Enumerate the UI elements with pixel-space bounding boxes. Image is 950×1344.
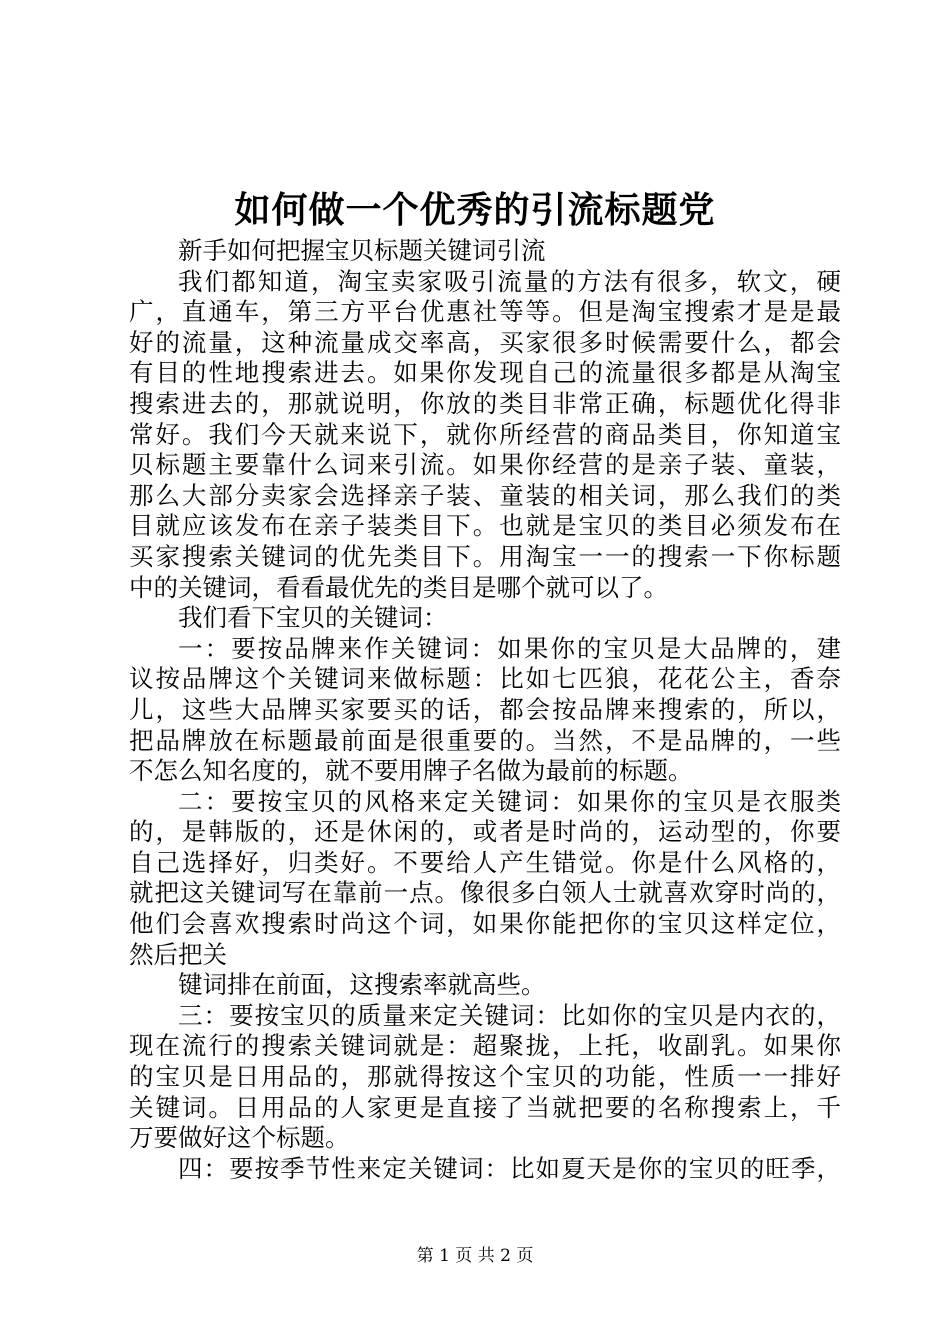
body-line: 三：要按宝贝的质量来定关键词：比如你的宝贝是内衣的，: [178, 1000, 841, 1030]
body-line: 贝标题主要靠什么词来引流。如果你经营的是亲子装、童装，: [129, 450, 841, 480]
body-line: 常好。我们今天就来说下，就你所经营的商品类目，你知道宝: [129, 419, 841, 449]
body-line: 现在流行的搜索关键词就是：超聚拢，上托，收副乳。如果你: [129, 1031, 841, 1061]
page-title: 如何做一个优秀的引流标题党: [234, 189, 716, 231]
body-line: 的宝贝是日用品的，那就得按这个宝贝的功能，性质一一排好: [129, 1062, 841, 1092]
body-line: 四：要按季节性来定关键词：比如夏天是你的宝贝的旺季，: [178, 1153, 841, 1183]
body-line: 目就应该发布在亲子装类目下。也就是宝贝的类目必须发布在: [129, 511, 841, 541]
body-line: 一：要按品牌来作关键词：如果你的宝贝是大品牌的，建: [178, 633, 841, 663]
body-line: 关键词。日用品的人家更是直接了当就把要的名称搜索上，千: [129, 1092, 841, 1122]
document-body: [129, 236, 841, 1184]
body-line: 万要做好这个标题。: [129, 1123, 350, 1153]
body-line: 的，是韩版的，还是休闲的，或者是时尚的，运动型的，你要: [129, 817, 841, 847]
body-line: 不怎么知名度的，就不要用牌子名做为最前的标题。: [129, 756, 693, 786]
body-line: 中的关键词，看看最优先的类目是哪个就可以了。: [129, 572, 668, 602]
body-line: 然后把关: [129, 939, 227, 969]
body-line: 儿，这些大品牌买家要买的话，都会按品牌来搜索的，所以，: [129, 694, 841, 724]
body-line: 新手如何把握宝贝标题关键词引流: [178, 236, 546, 265]
body-line: 那么大部分卖家会选择亲子装、童装的相关词，那么我们的类: [129, 480, 841, 510]
body-line: 就把这关键词写在靠前一点。像很多白领人士就喜欢穿时尚的，: [129, 878, 841, 908]
body-line: 我们看下宝贝的关键词：: [178, 603, 448, 633]
body-line: 把品牌放在标题最前面是很重要的。当然，不是品牌的，一些: [129, 725, 841, 755]
body-line: 有目的性地搜索进去。如果你发现自己的流量很多都是从淘宝: [129, 358, 841, 388]
body-line: 自己选择好，归类好。不要给人产生错觉。你是什么风格的，: [129, 847, 841, 877]
body-line: 广，直通车，第三方平台优惠社等等。但是淘宝搜索才是是最: [129, 297, 841, 327]
body-line: 我们都知道，淘宝卖家吸引流量的方法有很多，软文，硬: [178, 266, 841, 296]
body-line: 买家搜索关键词的优先类目下。用淘宝一一的搜索一下你标题: [129, 541, 841, 571]
body-line: 键词排在前面，这搜索率就高些。: [178, 970, 546, 1000]
body-line: 好的流量，这种流量成交率高，买家很多时候需要什么，都会: [129, 327, 841, 357]
body-line: 二：要按宝贝的风格来定关键词：如果你的宝贝是衣服类: [178, 786, 841, 816]
body-line: 搜索进去的，那就说明，你放的类目非常正确，标题优化得非: [129, 388, 841, 418]
body-line: 议按品牌这个关键词来做标题：比如七匹狼，花花公主，香奈: [129, 664, 841, 694]
body-line: 他们会喜欢搜索时尚这个词，如果你能把你的宝贝这样定位，: [129, 909, 841, 939]
page-footer: 第 1 页 共 2 页: [416, 1246, 534, 1266]
